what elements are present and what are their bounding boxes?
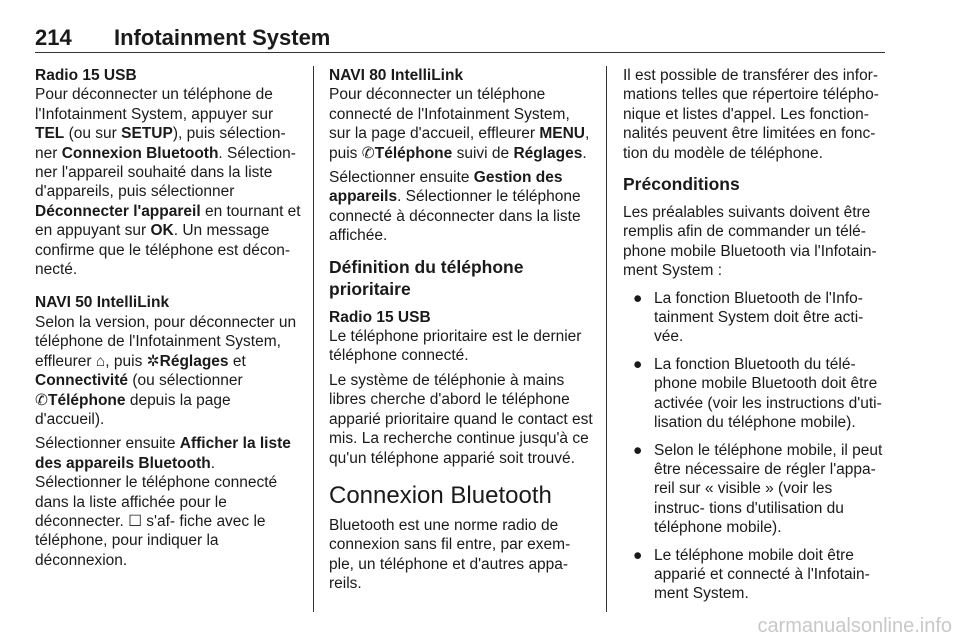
home-icon: ⌂ xyxy=(95,352,106,370)
paragraph-preconditions: Les préalables suivants doivent être remplis afin de commander un télé‑ phone mobile Bluetooth via l'Infotain‑ ment System : xyxy=(623,204,877,280)
paragraph-radio-disconnect: Pour déconnecter un téléphone de l'Infotainment System, appuyer sur TEL (ou sur SETUP), puis sélection‑ ner Connexion Bluetooth. Sélection‑ ner l'appareil souhaité dans la liste d'appareils, puis sélectionner Déconnecter l'appareil en tournant et en appuyant sur OK. Un message confirme que le téléphone est décon‑ necté. xyxy=(35,86,301,279)
paragraph-priority-1: Le téléphone prioritaire est le dernier téléphone connecté. xyxy=(329,328,582,365)
section-heading-navi80: NAVI 80 IntelliLink xyxy=(329,67,464,84)
column-right xyxy=(623,66,887,612)
gear-icon: ✲ xyxy=(146,352,160,370)
bullet-icon: ● xyxy=(633,289,643,307)
section-heading-bluetooth: Connexion Bluetooth xyxy=(329,481,552,509)
paragraph-priority-2: Le système de téléphonie à mains libres cherche d'abord le téléphone apparié prioritaire quand le contact est mis. La recherche continue jusqu'à ce qu'un téléphone apparié soit trouvé. xyxy=(329,371,593,467)
section-heading-radio: Radio 15 USB xyxy=(35,67,137,84)
checkbox-icon: ☐ xyxy=(128,512,142,530)
paragraph-navi80-devices: Sélectionner ensuite Gestion des appareils. Sélectionner le téléphone connecté à déconnecter dans la liste affichée. xyxy=(329,169,581,245)
paragraph-bluetooth: Bluetooth est une norme radio de connexion sans fil entre, par exem‑ ple, un téléphone et d'autres appa‑ reils. xyxy=(329,516,571,593)
page-header xyxy=(35,22,885,53)
section-heading-preconditions: Préconditions xyxy=(623,174,740,195)
section-heading-navi50: NAVI 50 IntelliLink xyxy=(35,294,170,312)
column-divider xyxy=(606,66,607,612)
subheading-radio: Radio 15 USB xyxy=(329,308,431,326)
watermark: carmanualsonline.info xyxy=(757,615,952,637)
page-number: 214 xyxy=(35,25,72,50)
list-item: ● Selon le téléphone mobile, il peut être nécessaire de régler l'appa‑ reil sur « visible » (voir les instruc‑ tions d'utilisation du téléphone mobile). xyxy=(633,441,883,537)
paragraph-navi50-disconnect: Selon la version, pour déconnecter un téléphone de l'Infotainment System, effleurer ⌂, puis ✲Réglages et Connectivité (ou sélectionner ✆Téléphone depuis la page d'accueil). xyxy=(35,313,297,428)
column-divider xyxy=(313,66,314,612)
bullet-icon: ● xyxy=(633,441,643,459)
list-item: ● La fonction Bluetooth du télé‑ phone mobile Bluetooth doit être activée (voir les instructions d'uti‑ lisation du téléphone mobile). xyxy=(633,355,882,432)
column-left xyxy=(35,66,303,575)
paragraph-transfer: Il est possible de transférer des infor‑ mations telles que répertoire télépho‑ nique et listes d'appel. Les fonction‑ nalités peuvent être limitées en fonc‑ tion du modèle de téléphone. xyxy=(623,67,879,162)
bullet-icon: ● xyxy=(633,355,643,373)
bullet-icon: ● xyxy=(633,546,643,564)
list-item: ● Le téléphone mobile doit être apparié et connecté à l'Infotain‑ ment System. xyxy=(633,546,870,603)
paragraph-navi80-disconnect: Pour déconnecter un téléphone connecté de l'Infotainment System, sur la page d'accueil, effleurer MENU, puis ✆Téléphone suivi de Réglages. xyxy=(329,86,590,162)
list-item: ● La fonction Bluetooth de l'Info‑ tainment System doit être acti‑ vée. xyxy=(633,289,864,346)
page-title: Infotainment System xyxy=(114,25,331,50)
phone-icon: ✆ xyxy=(35,391,48,409)
phone-icon: ✆ xyxy=(361,144,375,162)
preconditions-list xyxy=(623,289,887,604)
column-middle xyxy=(329,66,593,599)
paragraph-navi50-list: Sélectionner ensuite Afficher la liste des appareils Bluetooth. Sélectionner le téléphone connecté dans la liste affichée pour le déconnecter. ☐ s'af‑ fiche avec le téléphone, pour indiquer la déconnexion. xyxy=(35,435,291,569)
section-heading-priority: Définition du téléphone prioritaire xyxy=(329,256,524,299)
